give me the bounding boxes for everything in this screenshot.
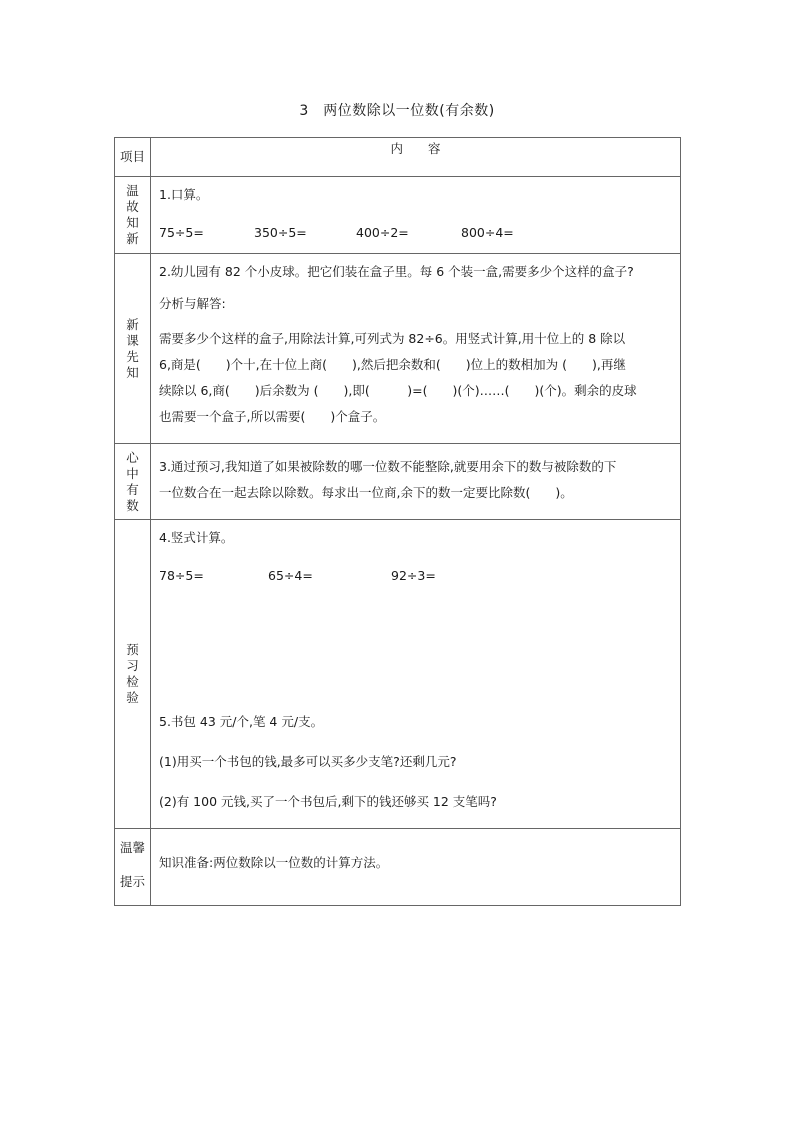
table-row-new-lesson	[115, 254, 681, 444]
label-char: 故	[126, 199, 139, 214]
preview-table	[114, 137, 681, 906]
question-5-part-1: (1)用买一个书包的钱,最多可以买多少支笔?还剩几元?	[159, 754, 457, 769]
question-3-line: 一位数合在一起去除以除数。每求出一位商,余下的数一定要比除数( )。	[159, 485, 573, 500]
analysis-heading: 分析与解答:	[159, 296, 226, 311]
label-char: 新	[126, 316, 139, 332]
question-5: 5.书包 43 元/个,笔 4 元/支。	[159, 714, 324, 729]
question-5-part-2: (2)有 100 元钱,买了一个书包后,剩下的钱还够买 12 支笔吗?	[159, 794, 497, 809]
analysis-line: 续除以 6,商( )后余数为 ( ),即( )=( )(个)……( )(个)。剩余的皮球	[159, 383, 637, 398]
answer-space	[159, 584, 672, 712]
page-title: 3 两位数除以一位数(有余数)	[299, 103, 495, 119]
calc-item: 92÷3=	[391, 568, 436, 583]
understanding-content	[151, 444, 681, 520]
label-text: 温馨	[119, 840, 145, 855]
label-char: 温	[126, 183, 139, 198]
vertical-calc-line	[159, 568, 672, 584]
label-char: 课	[126, 332, 139, 348]
header-content: 内 容	[151, 138, 681, 177]
tip-text: 知识准备:两位数除以一位数的计算方法。	[159, 855, 389, 870]
label-char: 习	[126, 658, 139, 673]
label-char: 知	[126, 364, 139, 380]
row-label-preview-check	[115, 520, 151, 829]
calc-item: 65÷4=	[268, 568, 313, 583]
oral-calc-line	[159, 225, 672, 241]
label-char: 中	[126, 465, 139, 481]
row-label-understanding	[115, 444, 151, 520]
analysis-line: 也需要一个盒子,所以需要( )个盒子。	[159, 409, 386, 424]
calc-item: 78÷5=	[159, 568, 204, 583]
label-char: 先	[126, 348, 139, 364]
analysis-line: 需要多少个这样的盒子,用除法计算,可列式为 82÷6。用竖式计算,用十位上的 8 除以	[159, 331, 626, 346]
table-row-tip	[115, 829, 681, 906]
preview-check-content	[151, 520, 681, 829]
calc-item: 400÷2=	[356, 225, 409, 240]
question-3-line: 3.通过预习,我知道了如果被除数的哪一位数不能整除,就要用余下的数与被除数的下	[159, 459, 617, 474]
label-char: 心	[126, 449, 139, 465]
table-row-review	[115, 177, 681, 254]
label-char: 有	[126, 481, 139, 497]
row-label-review	[115, 177, 151, 254]
calc-item: 800÷4=	[461, 225, 514, 240]
label-char: 验	[126, 690, 139, 705]
review-content	[151, 177, 681, 254]
calc-item: 75÷5=	[159, 225, 204, 240]
row-label-tip	[115, 829, 151, 906]
calc-item: 350÷5=	[254, 225, 307, 240]
analysis-line: 6,商是( )个十,在十位上商( ),然后把余数和( )位上的数相加为 ( ),再继	[159, 357, 626, 372]
tip-content	[151, 829, 681, 906]
table-header-row	[115, 138, 681, 177]
question-1: 1.口算。	[159, 187, 209, 202]
label-char: 预	[126, 642, 139, 657]
label-char: 知	[126, 215, 139, 230]
header-item: 项目	[115, 138, 151, 177]
new-lesson-content	[151, 254, 681, 444]
label-char: 检	[126, 674, 139, 689]
label-char: 数	[126, 497, 139, 513]
table-row-understanding	[115, 444, 681, 520]
question-2: 2.幼儿园有 82 个小皮球。把它们装在盒子里。每 6 个装一盒,需要多少个这样的盒子?	[159, 264, 634, 279]
question-3	[159, 454, 672, 506]
label-char: 新	[126, 231, 139, 246]
table-row-preview-check	[115, 520, 681, 829]
analysis-body	[159, 326, 672, 430]
question-4: 4.竖式计算。	[159, 530, 234, 545]
row-label-new-lesson	[115, 254, 151, 444]
label-text: 提示	[119, 874, 145, 889]
